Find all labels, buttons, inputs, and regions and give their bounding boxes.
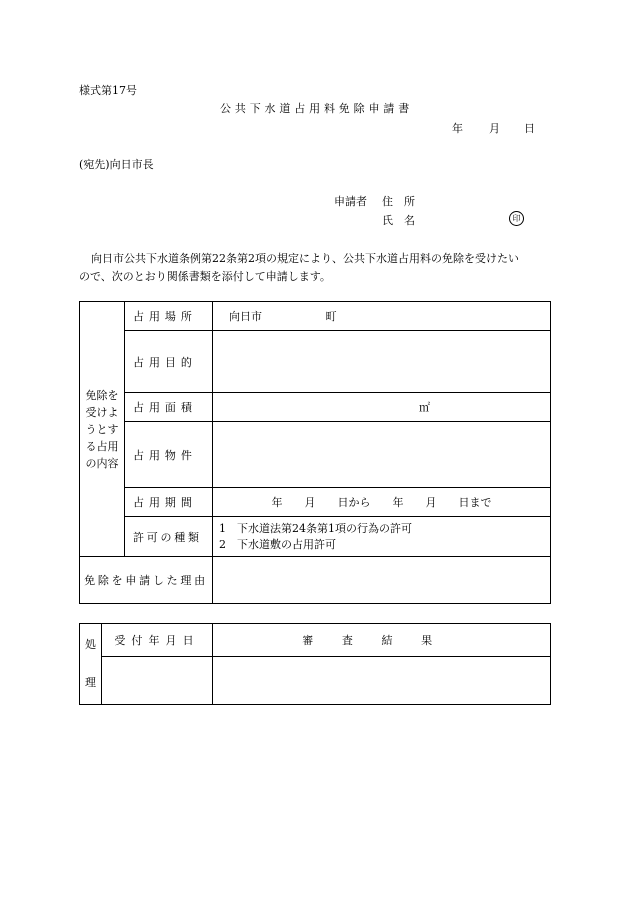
purpose-label: 占用目的: [125, 331, 213, 393]
permit-label: 許可の種類: [125, 517, 213, 557]
area-unit: ㎡: [419, 401, 430, 414]
received-date-label: 受付年月日: [102, 624, 213, 657]
place-town: 町: [325, 310, 337, 323]
contents-group-label: 免除を 受けよ うとす る占用 の内容: [80, 302, 125, 557]
review-result-label: 審査結果: [213, 624, 551, 657]
place-label: 占用場所: [125, 302, 213, 331]
received-date-field[interactable]: [102, 657, 213, 705]
object-label: 占用物件: [125, 422, 213, 488]
body-text-line-2: ので、次のとおり関係書類を添付して申請します。: [79, 270, 331, 283]
area-field[interactable]: [213, 393, 551, 422]
name-label: 氏 名: [382, 214, 415, 227]
permit-options[interactable]: [213, 517, 551, 557]
permit-option-1: 1 下水道法第24条第1項の行為の許可: [219, 521, 412, 535]
reason-label: 免除を申請した理由: [80, 557, 213, 604]
seal-icon: 印: [509, 211, 524, 226]
main-application-table: [79, 301, 551, 604]
permit-option-2: 2 下水道敷の占用許可: [219, 537, 336, 551]
body-text-line-1: 向日市公共下水道条例第22条第2項の規定により、公共下水道占用料の免除を受けたい: [91, 252, 519, 265]
purpose-field[interactable]: [213, 331, 551, 393]
page-title: 公共下水道占用料免除申請書: [220, 102, 414, 115]
addressee: (宛先)向日市長: [79, 158, 154, 171]
applicant-label: 申請者: [334, 195, 367, 208]
date-month: 月: [489, 122, 500, 135]
place-city: 向日市: [229, 310, 262, 323]
date-day: 日: [524, 122, 535, 135]
reason-field[interactable]: [213, 557, 551, 604]
date-year: 年: [452, 122, 463, 135]
period-field[interactable]: 年 月 日から 年 月 日まで: [213, 488, 551, 517]
form-number: 様式第17号: [79, 84, 137, 97]
object-field[interactable]: [213, 422, 551, 488]
area-label: 占用面積: [125, 393, 213, 422]
review-result-field[interactable]: [213, 657, 551, 705]
period-label: 占用期間: [125, 488, 213, 517]
processing-table: [79, 623, 551, 705]
place-field[interactable]: [213, 302, 551, 331]
processing-side-label: 処 理: [80, 624, 102, 705]
address-label: 住 所: [382, 195, 415, 208]
